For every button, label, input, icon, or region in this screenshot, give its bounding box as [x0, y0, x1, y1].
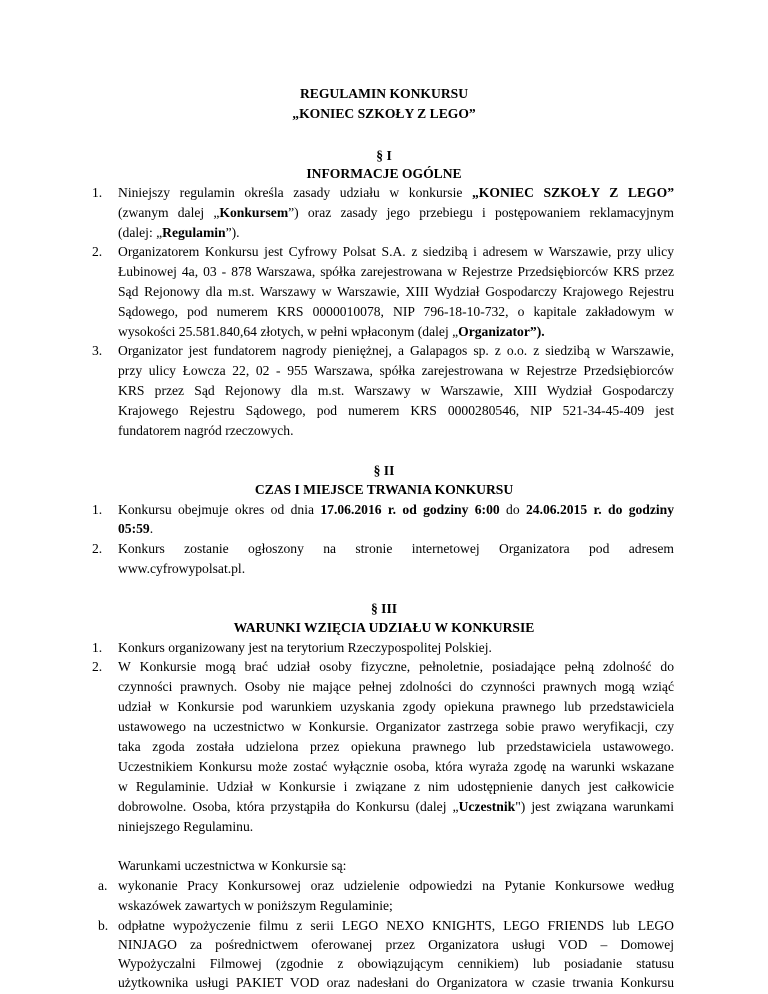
paragraph-line: niniejszego Regulaminu. — [118, 819, 254, 834]
paragraph-line: Łubinowej 4a, 03 - 878 Warszawa, spółka zarejestrowana w Rejestrze Przedsiębiorców KRS przez — [118, 264, 674, 279]
paragraph-line: Sądowego, pod numerem KRS 0000010078, NIP 796-18-10-732, o kapitale zakładowym w — [118, 304, 674, 319]
section-2-title: CZAS I MIEJSCE TRWANIA KONKURSU — [254, 482, 514, 497]
paragraph-line: KRS przez Sąd Rejonowy dla m.st. Warszawy w Warszawie, XIII Wydział Gospodarczy — [118, 383, 674, 398]
section-1-title: INFORMACJE OGÓLNE — [306, 166, 462, 181]
item-letter: a. — [98, 878, 108, 893]
document-subtitle: „KONIEC SZKOŁY Z LEGO” — [292, 106, 476, 121]
paragraph-line: W Konkursie mogą brać udział osoby fizyczne, pełnoletnie, posiadające pełną zdolność do — [118, 659, 674, 674]
section-2-number: § II — [373, 463, 395, 478]
item-number: 2. — [92, 659, 103, 674]
paragraph-line: Konkurs organizowany jest na terytorium Rzeczypospolitej Polskiej. — [118, 640, 492, 655]
section-1-number: § I — [376, 148, 392, 163]
website-address: www.cyfrowypolsat.pl. — [118, 561, 246, 576]
paragraph-line: (zwanym dalej „Konkursem”) oraz zasady jego przebiegu i postępowaniem reklamacyjnym — [118, 205, 674, 220]
paragraph-line: użytkownika usługi PAKIET VOD oraz nadesłani do Organizatora w czasie trwania Konkursu — [118, 975, 674, 990]
paragraph-line: Konkurs zostanie ogłoszony na stronie internetowej Organizatora pod adresem — [118, 541, 674, 556]
section-3-title: WARUNKI WZIĘCIA UDZIAŁU W KONKURSIE — [233, 620, 535, 635]
item-number: 1. — [92, 502, 103, 517]
paragraph-line: 05:59. — [118, 521, 154, 536]
paragraph-line: NINJAGO za pośrednictwem oferowanej przez Organizatora usługi VOD – Domowej — [118, 937, 674, 952]
paragraph-line: w Regulaminie. Udział w Konkursie i związane z nim udostępnienie danych jest całkowicie — [118, 779, 674, 794]
paragraph-line: przy ulicy Łowcza 22, 02 - 955 Warszawa, spółka zarejestrowana w Rejestrze Przedsiębiorców — [118, 363, 674, 378]
conditions-intro: Warunkami uczestnictwa w Konkursie są: — [118, 858, 347, 873]
paragraph-line: wskazówek zawartych w poniższym Regulaminie; — [118, 898, 393, 913]
paragraph-line: udział w Konkursie pod warunkiem uzyskania zgody opiekuna prawnego lub przedstawiciela — [118, 699, 674, 714]
paragraph-line: Sąd Rejonowy dla m.st. Warszawy w Warszawie, XIII Wydział Gospodarczy Krajowego Rejestru — [118, 284, 674, 299]
paragraph-line: taka zgoda została udzielona przez opiekuna prawnego lub przedstawiciela ustawowego. — [118, 739, 674, 754]
paragraph-line: Wypożyczalni Filmowej (zgodnie z obowiązującym cennikiem) lub posiadanie statusu — [118, 956, 674, 971]
item-number: 2. — [92, 244, 103, 259]
paragraph-line: fundatorem nagród rzeczowych. — [118, 423, 294, 438]
item-number: 1. — [92, 185, 103, 200]
section-3-number: § III — [370, 601, 398, 616]
document-title: REGULAMIN KONKURSU — [299, 86, 469, 101]
paragraph-line: Konkursu obejmuje okres od dnia 17.06.2016 r. od godziny 6:00 do 24.06.2015 r. do godziny — [118, 502, 675, 517]
item-number: 2. — [92, 541, 103, 556]
paragraph-line: (dalej: „Regulamin”). — [118, 225, 240, 240]
item-number: 3. — [92, 343, 103, 358]
paragraph-line: Organizatorem Konkursu jest Cyfrowy Polsat S.A. z siedzibą i adresem w Warszawie, przy ulicy — [118, 244, 674, 259]
paragraph-line: Organizator jest fundatorem nagrody pieniężnej, a Galapagos sp. z o.o. z siedzibą w Warszawie, — [118, 343, 674, 358]
paragraph-line: Niniejszy regulamin określa zasady udziału w konkursie „KONIEC SZKOŁY Z LEGO” — [118, 185, 674, 200]
paragraph-line: dobrowolne. Osoba, która przystąpiła do Konkursu (dalej „Uczestnik") jest związana warunkami — [118, 799, 675, 814]
item-letter: b. — [98, 918, 109, 933]
paragraph-line: Uczestnikiem Konkursu może zostać wyłącznie osoba, która wyraża zgodę na warunki wskazane — [118, 759, 674, 774]
paragraph-line: czynności prawnych. Osoby nie mające pełnej zdolności do czynności prawnych mogą wziąć — [118, 679, 674, 694]
paragraph-line: odpłatne wypożyczenie filmu z serii LEGO NEXO KNIGHTS, LEGO FRIENDS lub LEGO — [118, 918, 674, 933]
paragraph-line: wykonanie Pracy Konkursowej oraz udzielenie odpowiedzi na Pytanie Konkursowe według — [118, 878, 674, 893]
paragraph-line: ustawowego na uczestnictwo w Konkursie. Organizator zastrzega sobie prawo weryfikacji, czy — [118, 719, 674, 734]
paragraph-line: wysokości 25.581.840,64 złotych, w pełni wpłaconym (dalej „Organizator”). — [118, 324, 545, 339]
paragraph-line: Krajowego Rejestru Sądowego, pod numerem KRS 0000280546, NIP 521-34-45-409 jest — [118, 403, 674, 418]
item-number: 1. — [92, 640, 103, 655]
